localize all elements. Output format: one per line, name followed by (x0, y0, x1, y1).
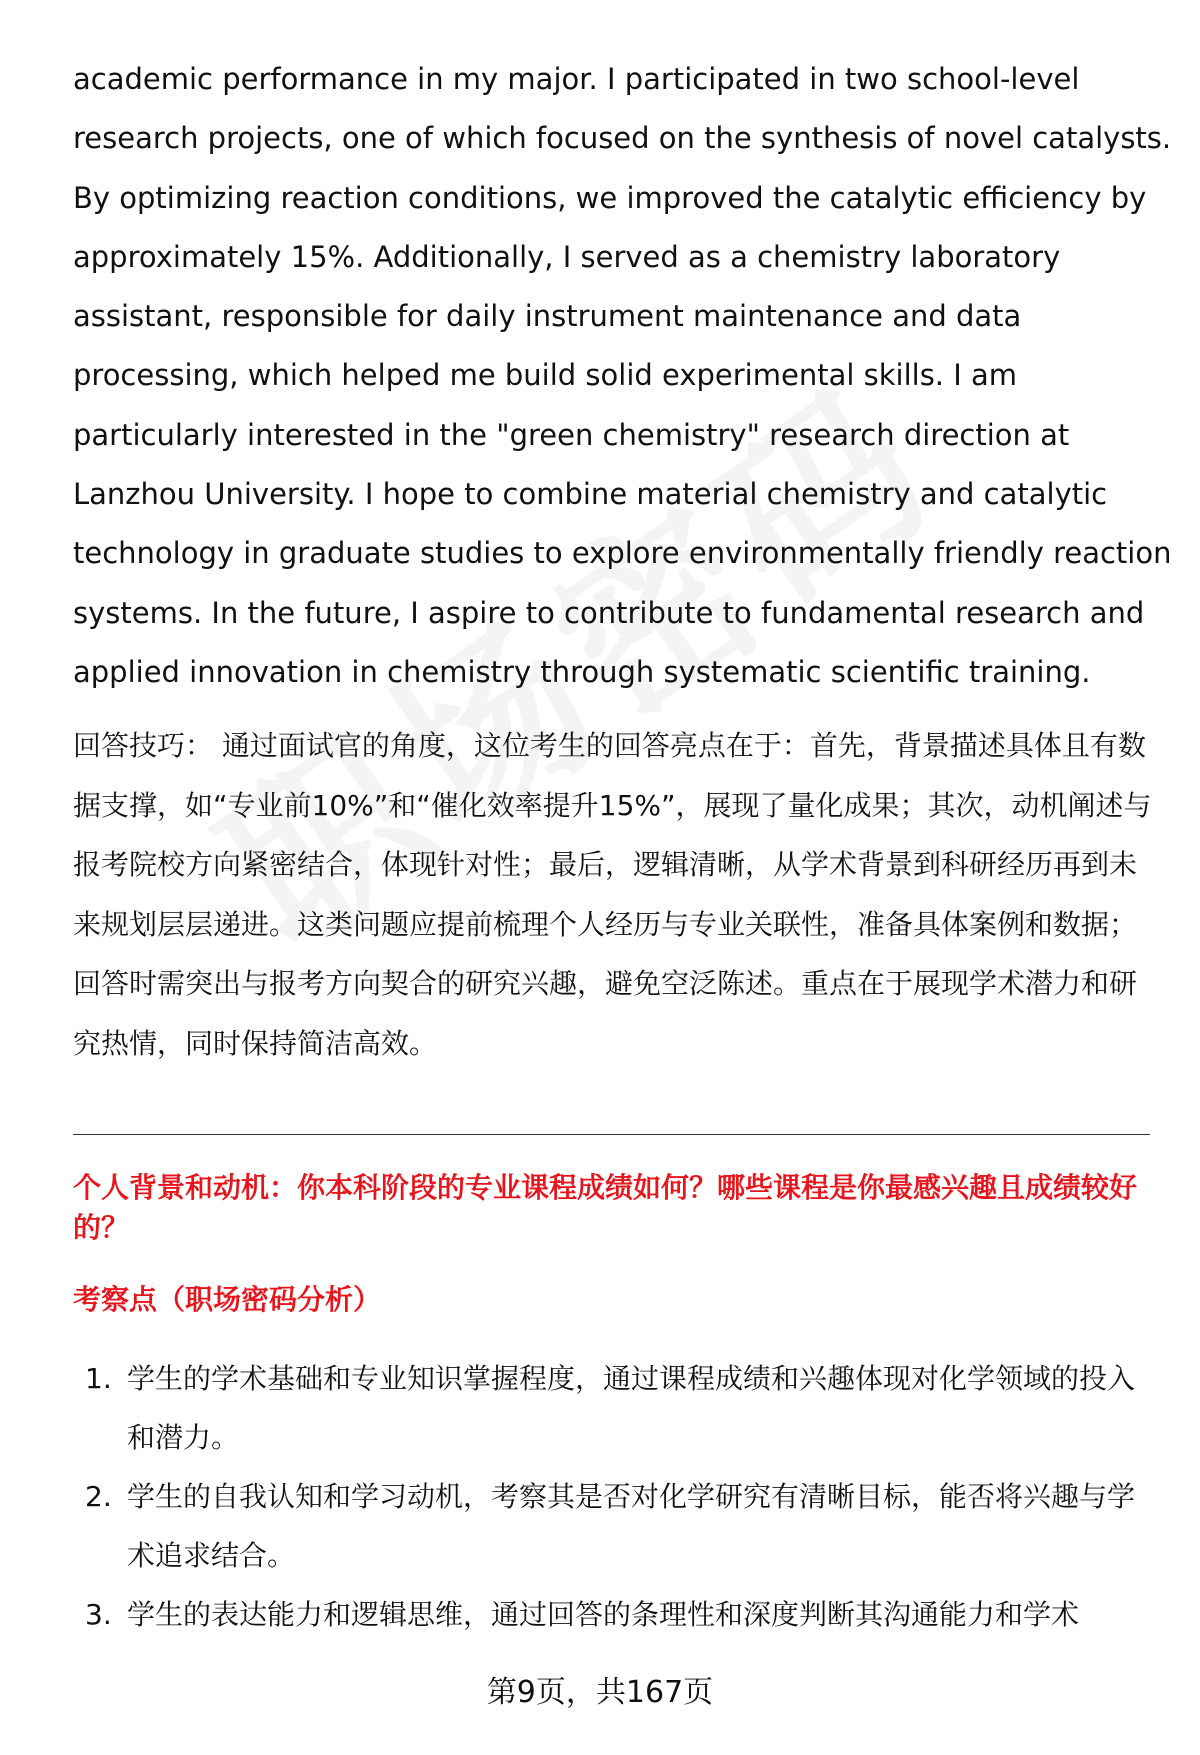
list-text: 学生的自我认知和学习动机，考察其是否对化学研究有清晰目标，能否将兴趣与学术追求结合。 (127, 1480, 1136, 1572)
text-line: processing, which helped me build solid experimental skills. I am (73, 358, 1018, 393)
section-divider (73, 1134, 1150, 1135)
list-item (73, 1467, 1153, 1585)
text-line: academic performance in my major. I participated in two school-level (73, 62, 1080, 96)
page-number: 第9页，共167页 (486, 1675, 714, 1710)
question-heading: 个人背景和动机：你本科阶段的专业课程成绩如何？哪些课程是你最感兴趣且成绩较好的？ (73, 1171, 1138, 1244)
list-text: 学生的表达能力和逻辑思维，通过回答的条理性和深度判断其沟通能力和学术 (127, 1598, 1080, 1631)
list-text: 学生的学术基础和专业知识掌握程度，通过课程成绩和兴趣体现对化学领域的投入和潜力。 (127, 1362, 1136, 1454)
text-line: Lanzhou University. I hope to combine material chemistry and catalytic (73, 477, 1108, 512)
assessment-points-list (73, 1349, 1153, 1644)
list-item (73, 1349, 1153, 1467)
document-body (73, 50, 1172, 1073)
list-number: 3. (85, 1598, 112, 1631)
text-line: By optimizing reaction conditions, we improved the catalytic efficiency by (73, 180, 1147, 215)
assessment-subheading: 考察点（职场密码分析） (73, 1283, 382, 1316)
text-line: approximately 15%. Additionally, I served as a chemistry laboratory (73, 239, 1061, 274)
text-line: particularly interested in the "green chemistry" research direction at (73, 417, 1070, 452)
text-line: systems. In the future, I aspire to contribute to fundamental research and (73, 595, 1145, 630)
answer-tip-paragraph: 回答技巧： 通过面试官的角度，这位考生的回答亮点在于：首先，背景描述具体且有数据支撑，如“专业前10%”和“催化效率提升15%”，展现了量化成果；其次，动机阐述与报考院校方向紧密结合，体现针对性；最后，逻辑清晰，从学术背景到科研经历再到未来规划层层递进。这类问题应提前梳理个人经历与专业关联性，准备具体案例和数据；回答时需突出与报考方向契合的研究兴趣，避免空泛陈述。重点在于展现学术潜力和研究热情，同时保持简洁高效。 (73, 729, 1152, 1060)
list-number: 2. (85, 1480, 112, 1513)
text-line: applied innovation in chemistry through systematic scientific training. (73, 654, 1091, 689)
text-line: research projects, one of which focused on the synthesis of novel catalysts. (73, 121, 1172, 156)
answer-paragraph (73, 50, 1172, 702)
text-line: assistant, responsible for daily instrument maintenance and data (73, 299, 1022, 334)
list-item (73, 1585, 1153, 1644)
list-number: 1. (85, 1362, 112, 1395)
text-line: technology in graduate studies to explore environmentally friendly reaction (73, 536, 1172, 571)
